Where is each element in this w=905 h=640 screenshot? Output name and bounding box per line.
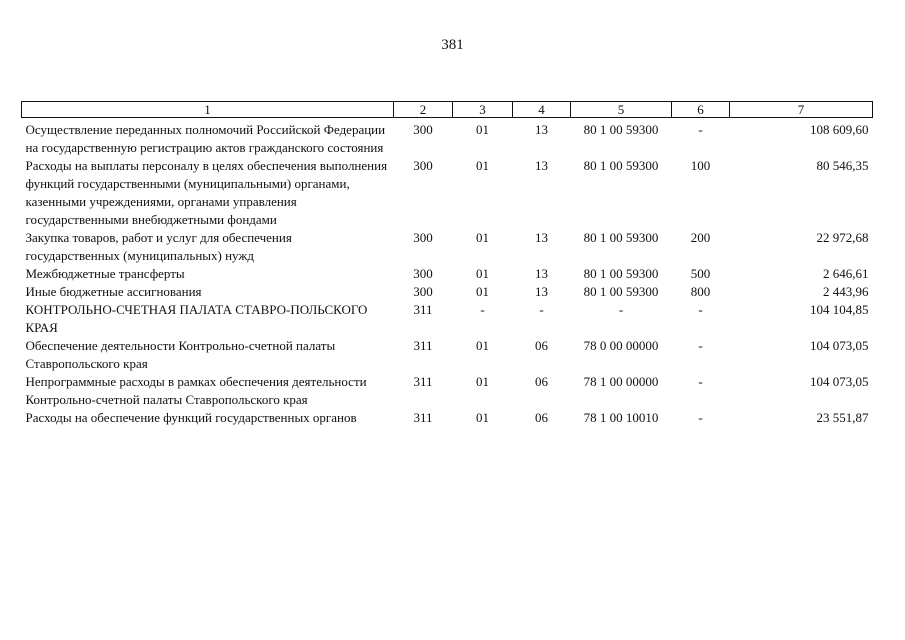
target-article-code: 78 1 00 00000 bbox=[583, 374, 659, 389]
ministry-code: 300 bbox=[413, 266, 433, 281]
ministry-code: 300 bbox=[413, 158, 433, 173]
expense-type-code: - bbox=[698, 374, 703, 389]
amount: 2 646,61 bbox=[823, 266, 869, 281]
expense-type-code: 500 bbox=[690, 266, 711, 281]
table-row bbox=[22, 373, 873, 409]
section-code: 01 bbox=[476, 338, 489, 353]
amount: 2 443,96 bbox=[823, 284, 869, 299]
section-code: 01 bbox=[476, 230, 489, 245]
amount: 104 104,85 bbox=[810, 302, 869, 317]
expense-type-code: - bbox=[698, 122, 703, 137]
expense-name: Межбюджетные трансферты bbox=[25, 266, 185, 281]
subsection-code: 06 bbox=[535, 374, 548, 389]
ministry-code: 311 bbox=[413, 302, 433, 317]
table-row bbox=[22, 265, 873, 283]
table-row bbox=[22, 283, 873, 301]
ministry-code: 311 bbox=[413, 374, 433, 389]
ministry-code: 300 bbox=[413, 284, 433, 299]
ministry-code: 300 bbox=[413, 122, 433, 137]
expense-name: Расходы на обеспечение функций государственных органов bbox=[25, 410, 357, 425]
target-article-code: 80 1 00 59300 bbox=[583, 230, 659, 245]
expense-type-code: 200 bbox=[690, 230, 711, 245]
subsection-code: 13 bbox=[535, 266, 548, 281]
section-code: 01 bbox=[476, 122, 489, 137]
table-row bbox=[22, 118, 873, 158]
table-row bbox=[22, 229, 873, 265]
target-article-code: 80 1 00 59300 bbox=[583, 122, 659, 137]
target-article-code: 80 1 00 59300 bbox=[583, 284, 659, 299]
subsection-code: 06 bbox=[535, 338, 548, 353]
expense-name: Обеспечение деятельности Контрольно-счетной палаты Ставропольского края bbox=[25, 338, 336, 371]
column-header: 5 bbox=[571, 102, 672, 118]
subsection-code: 13 bbox=[535, 122, 548, 137]
expense-name: Осуществление переданных полномочий Российской Федерации на государственную регистрацию актов гражданского состояния bbox=[25, 122, 386, 155]
column-header: 6 bbox=[672, 102, 730, 118]
target-article-code: 80 1 00 59300 bbox=[583, 158, 659, 173]
section-code: 01 bbox=[476, 284, 489, 299]
column-header: 3 bbox=[453, 102, 513, 118]
section-code: 01 bbox=[476, 158, 489, 173]
target-article-code: - bbox=[618, 302, 624, 317]
amount: 22 972,68 bbox=[816, 230, 869, 245]
target-article-code: 78 0 00 00000 bbox=[583, 338, 659, 353]
table-row bbox=[22, 157, 873, 229]
column-header: 2 bbox=[394, 102, 453, 118]
amount: 23 551,87 bbox=[816, 410, 869, 425]
ministry-code: 311 bbox=[413, 338, 433, 353]
amount: 80 546,35 bbox=[816, 158, 869, 173]
expense-type-code: - bbox=[698, 302, 703, 317]
table-row bbox=[22, 409, 873, 427]
expense-name: Иные бюджетные ассигнования bbox=[25, 284, 202, 299]
expense-type-code: - bbox=[698, 410, 703, 425]
section-code: 01 bbox=[476, 266, 489, 281]
subsection-code: 06 bbox=[535, 410, 548, 425]
page-number: 381 bbox=[441, 37, 464, 53]
expense-name: Закупка товаров, работ и услуг для обеспечения государственных (муниципальных) нужд bbox=[25, 230, 292, 263]
column-number-row bbox=[22, 102, 873, 118]
target-article-code: 80 1 00 59300 bbox=[583, 266, 659, 281]
target-article-code: 78 1 00 10010 bbox=[583, 410, 659, 425]
expense-name: Непрограммные расходы в рамках обеспечения деятельности Контрольно-счетной палаты Ставропольского края bbox=[25, 374, 367, 407]
table-row bbox=[22, 301, 873, 337]
budget-table bbox=[21, 101, 873, 427]
expense-type-code: 800 bbox=[690, 284, 711, 299]
amount: 108 609,60 bbox=[810, 122, 869, 137]
expense-type-code: 100 bbox=[690, 158, 711, 173]
column-header: 4 bbox=[513, 102, 571, 118]
column-header: 1 bbox=[22, 102, 394, 118]
subsection-code: 13 bbox=[535, 230, 548, 245]
expense-type-code: - bbox=[698, 338, 703, 353]
subsection-code: 13 bbox=[535, 284, 548, 299]
ministry-code: 311 bbox=[413, 410, 433, 425]
subsection-code: - bbox=[539, 302, 544, 317]
ministry-code: 300 bbox=[413, 230, 433, 245]
column-header: 7 bbox=[730, 102, 873, 118]
expense-name: КОНТРОЛЬНО-СЧЕТНАЯ ПАЛАТА СТАВРО-ПОЛЬСКОГО КРАЯ bbox=[25, 302, 368, 335]
table-row bbox=[22, 337, 873, 373]
section-code: - bbox=[480, 302, 485, 317]
subsection-code: 13 bbox=[535, 158, 548, 173]
expense-name: Расходы на выплаты персоналу в целях обеспечения выполнения функций государственными (муниципальными) органами, казенными учреждениями, органами управления государственными внебюджетными фондами bbox=[25, 158, 388, 227]
section-code: 01 bbox=[476, 374, 489, 389]
amount: 104 073,05 bbox=[810, 338, 869, 353]
amount: 104 073,05 bbox=[810, 374, 869, 389]
section-code: 01 bbox=[476, 410, 489, 425]
